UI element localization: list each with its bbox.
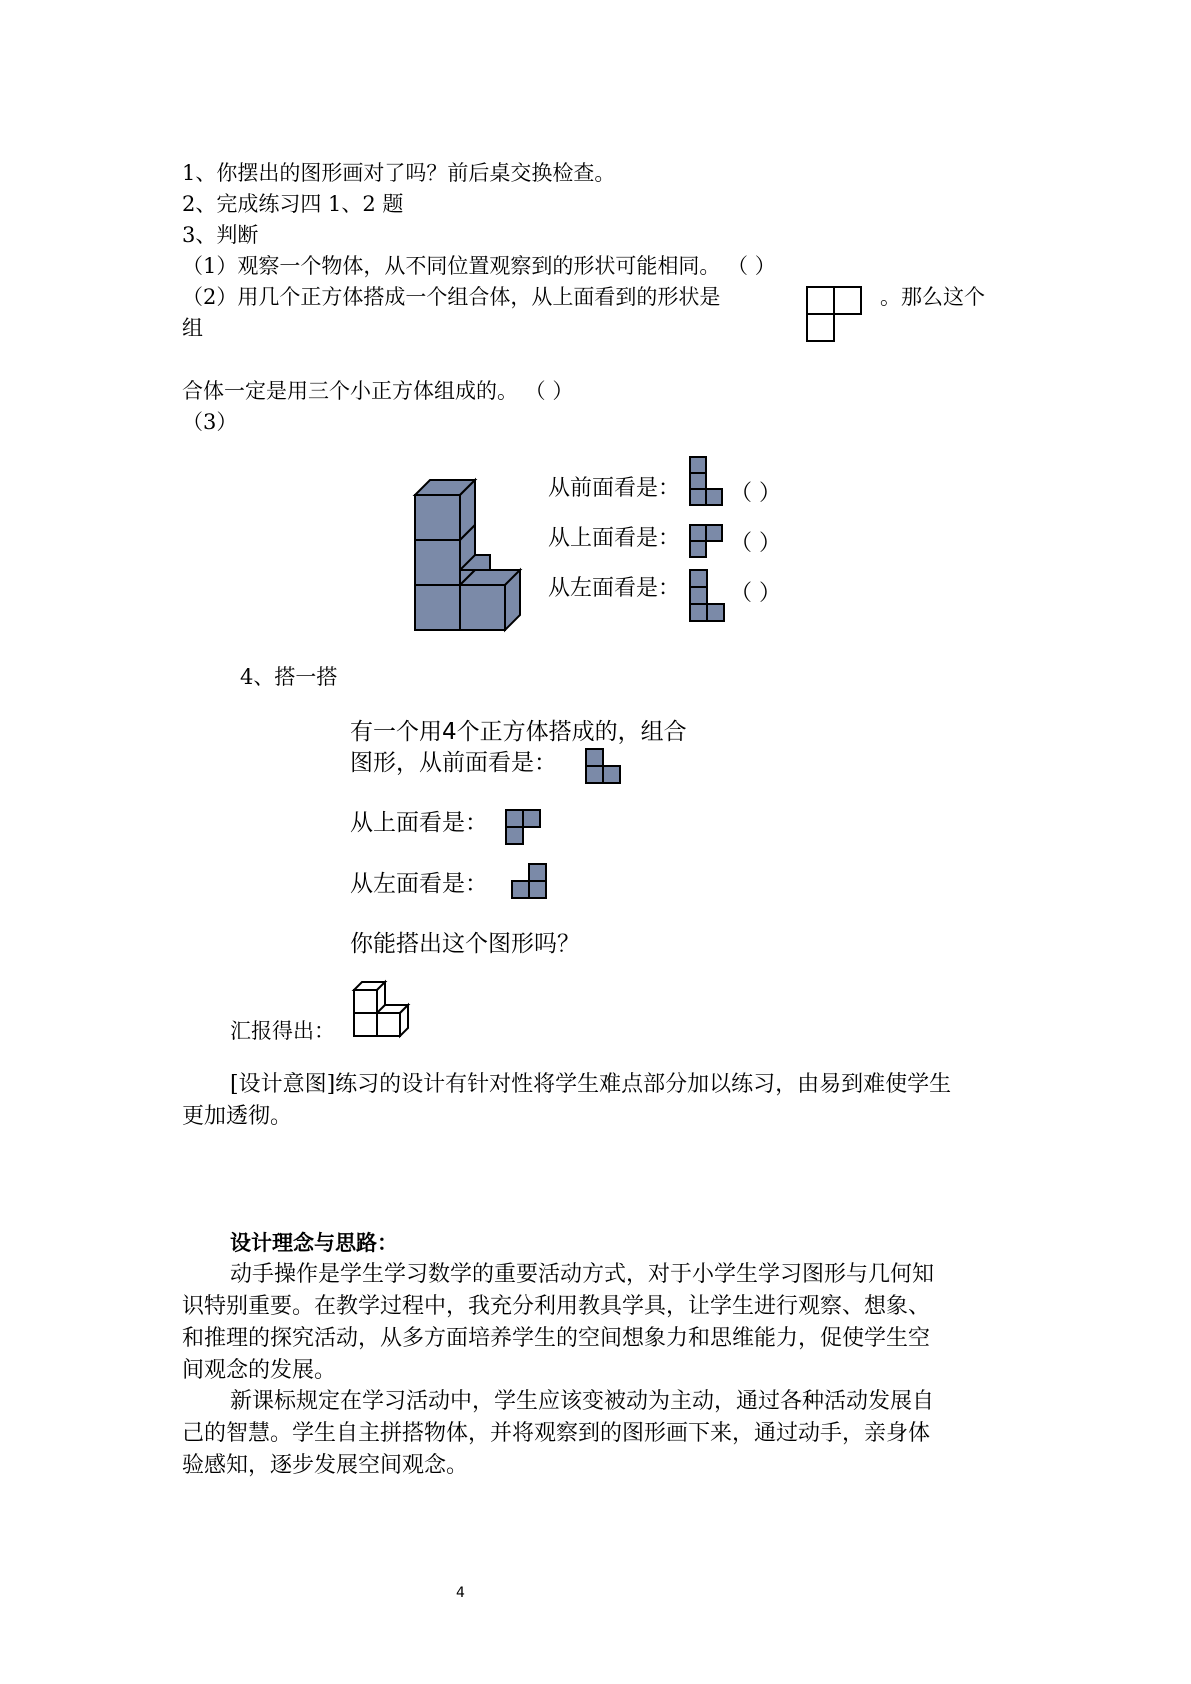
q3-left-label: 从左面看是： [548, 576, 681, 601]
q3-front-view [688, 455, 728, 507]
q4-top-view [504, 808, 544, 846]
cube-stack-figure [410, 470, 530, 640]
design-p1-line-1: 动手操作是学生学习数学的重要活动方式，对于小学生学习图形与几何知 [230, 1262, 935, 1287]
q4-text-5: 你能搭出这个图形吗？ [350, 931, 580, 957]
q4-answer-figure [350, 978, 422, 1042]
judge-3: （3） [182, 410, 238, 434]
q3-left-answer[interactable]: （ ） [730, 581, 781, 606]
design-p2-line-3: 验感知，逐步发展空间观念。 [182, 1453, 469, 1478]
q4-text-1: 有一个用4个正方体搭成的，组合 [350, 719, 687, 745]
intent-line-1: [设计意图]练习的设计有针对性将学生难点部分加以练习，由易到难使学生 [230, 1072, 952, 1097]
q3-left-view [688, 568, 728, 624]
design-p2-line-1: 新课标规定在学习活动中，学生应该变被动为主动，通过各种活动发展自 [230, 1389, 935, 1414]
design-p1-line-4: 间观念的发展。 [182, 1358, 337, 1383]
q4-text-3: 从上面看是： [350, 810, 488, 836]
line-2: 2、完成练习四 1、2 题 [182, 192, 404, 216]
design-p1-line-3: 和推理的探究活动，从多方面培养学生的空间想象力和思维能力，促使学生空 [182, 1326, 931, 1351]
judge-2c: 组 [182, 316, 203, 340]
judge-1: （1）观察一个物体，从不同位置观察到的形状可能相同。 （ ） [182, 254, 776, 278]
top-view-figure [805, 285, 865, 343]
design-p1-line-2: 识特别重要。在教学过程中，我充分利用教具学具，让学生进行观察、想象、 [182, 1294, 931, 1319]
page-number: 4 [456, 1585, 465, 1601]
intent-line-2: 更加透彻。 [182, 1104, 293, 1129]
q3-top-answer[interactable]: （ ） [730, 531, 781, 556]
line-1: 1、你摆出的图形画对了吗？前后桌交换检查。 [182, 161, 616, 185]
q4-heading: 4、搭一搭 [240, 665, 338, 689]
line-3: 3、判断 [182, 223, 259, 247]
q3-top-view [688, 523, 728, 559]
q3-top-label: 从上面看是： [548, 526, 681, 551]
judge-2b: 。那么这个 [880, 285, 985, 309]
design-title: 设计理念与思路： [230, 1230, 398, 1255]
q3-front-answer[interactable]: （ ） [730, 481, 781, 506]
judge-2a: （2）用几个正方体搭成一个组合体，从上面看到的形状是 [182, 285, 721, 309]
design-p2-line-2: 己的智慧。学生自主拼搭物体，并将观察到的图形画下来，通过动手，亲身体 [182, 1421, 931, 1446]
q4-text-4: 从左面看是： [350, 871, 488, 897]
q3-front-label: 从前面看是： [548, 476, 681, 501]
q4-report: 汇报得出： [230, 1019, 335, 1043]
judge-2d: 合体一定是用三个小正方体组成的。 （ ） [182, 379, 574, 403]
q4-front-view [584, 747, 624, 785]
q4-left-view [510, 862, 550, 900]
q4-text-2: 图形，从前面看是： [350, 750, 557, 776]
